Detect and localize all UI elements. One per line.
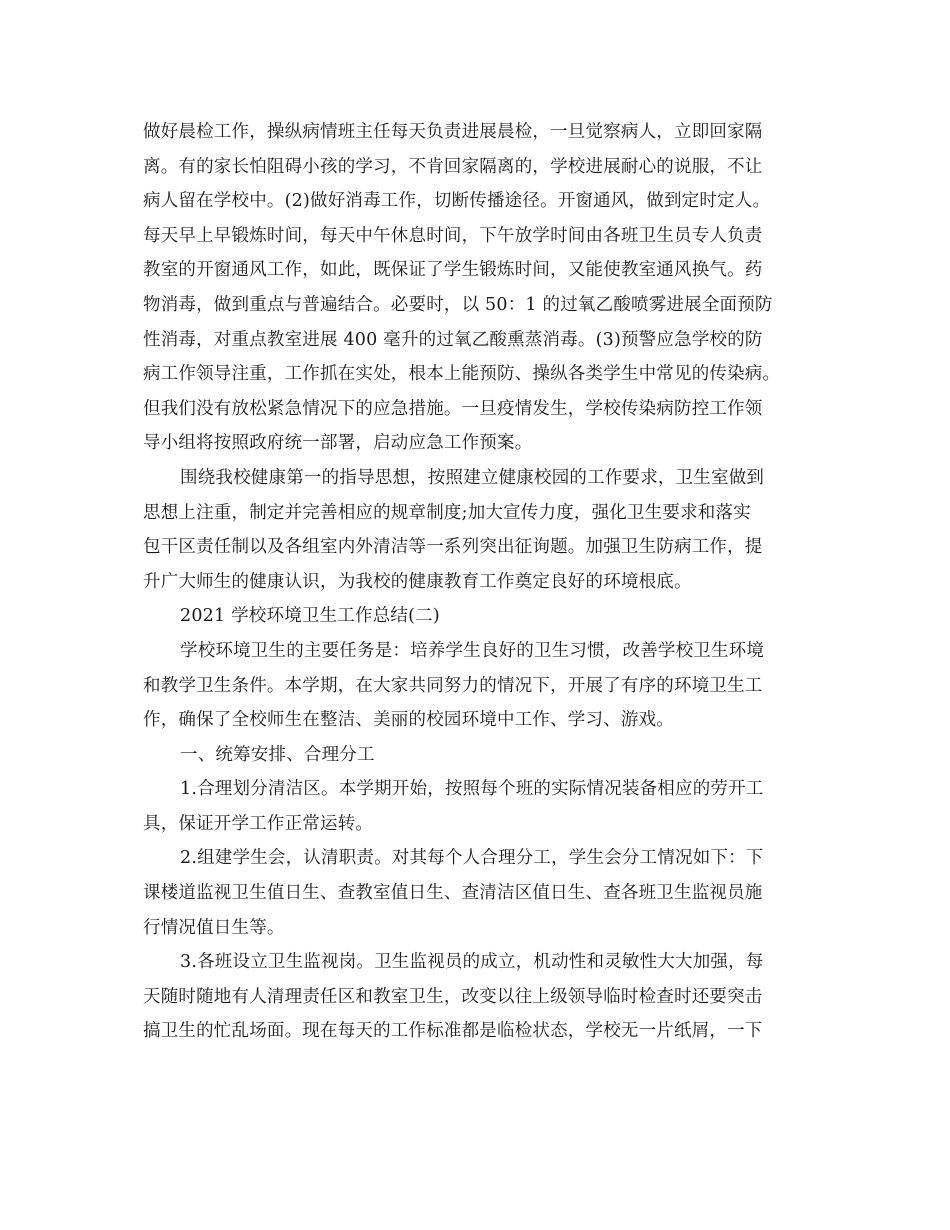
text-line: 2021 学校环境卫生工作总结(二) [180, 606, 440, 627]
text-line: 课楼道监视卫生值日生、查教室值日生、查清洁区值日生、查各班卫生监视员施 [143, 883, 763, 904]
text-line: 物消毒，做到重点与普遍结合。必要时，以 50：1 的过氧乙酸喷雾进展全面预防 [143, 294, 773, 315]
text-line: 教室的开窗通风工作，如此，既保证了学生锻炼时间，又能使教室通风换气。药 [143, 260, 763, 281]
text-line: 搞卫生的忙乱场面。现在每天的工作标准都是临检状态，学校无一片纸屑，一下 [143, 1021, 763, 1042]
text-line: 一、统筹安排、合理分工 [180, 744, 375, 765]
text-line: 离。有的家长怕阻碍小孩的学习，不肯回家隔离的，学校进展耐心的说服，不让 [143, 156, 763, 177]
text-line: 3.各班设立卫生监视岗。卫生监视员的成立，机动性和灵敏性大大加强，每 [180, 952, 764, 973]
text-line: 行情况值日生等。 [143, 917, 285, 938]
text-line: 做好晨检工作，操纵病情班主任每天负责进展晨检，一旦觉察病人，立即回家隔 [143, 122, 763, 142]
text-line: 导小组将按照政府统一部署，启动应急工作预案。 [143, 433, 533, 454]
text-line: 但我们没有放松紧急情况下的应急措施。一旦疫情发生，学校传染病防控工作领 [143, 398, 763, 419]
text-line: 作，确保了全校师生在整洁、美丽的校园环境中工作、学习、游戏。 [143, 710, 674, 731]
text-line: 包干区责任制以及各组室内外清洁等一系列突出征询题。加强卫生防病工作，提 [143, 537, 763, 558]
text-line: 每天早上早锻炼时间，每天中午休息时间，下午放学时间由各班卫生员专人负责 [143, 225, 763, 246]
text-line: 围绕我校健康第一的指导思想，按照建立健康校园的工作要求，卫生室做到 [180, 467, 765, 488]
text-line: 天随时随地有人清理责任区和教室卫生，改变以往上级领导临时检查时还要突击 [143, 986, 763, 1007]
text-line: 学校环境卫生的主要任务是：培养学生良好的卫生习惯，改善学校卫生环境 [180, 640, 765, 661]
document-page [143, 115, 813, 1049]
text-line: 病工作领导注重，工作抓在实处，根本上能预防、操纵各类学生中常见的传染病。 [143, 364, 781, 385]
text-line: 2.组建学生会，认清职责。对其每个人合理分工，学生会分工情况如下：下 [180, 848, 764, 869]
text-line: 病人留在学校中。(2)做好消毒工作，切断传播途径。开窗通风，做到定时定人。 [143, 191, 771, 212]
text-line: 1.合理划分清洁区。本学期开始，按照每个班的实际情况装备相应的劳开工 [180, 779, 764, 800]
text-line: 升广大师生的健康认识，为我校的健康教育工作奠定良好的环境根底。 [143, 571, 692, 592]
text-line: 具，保证开学工作正常运转。 [143, 813, 374, 834]
text-line: 和教学卫生条件。本学期，在大家共同努力的情况下，开展了有序的环境卫生工 [143, 675, 763, 696]
text-line: 性消毒，对重点教室进展 400 毫升的过氧乙酸熏蒸消毒。(3)预警应急学校的防 [143, 329, 763, 350]
text-line: 思想上注重，制定并完善相应的规章制度;加大宣传力度，强化卫生要求和落实 [143, 502, 751, 523]
